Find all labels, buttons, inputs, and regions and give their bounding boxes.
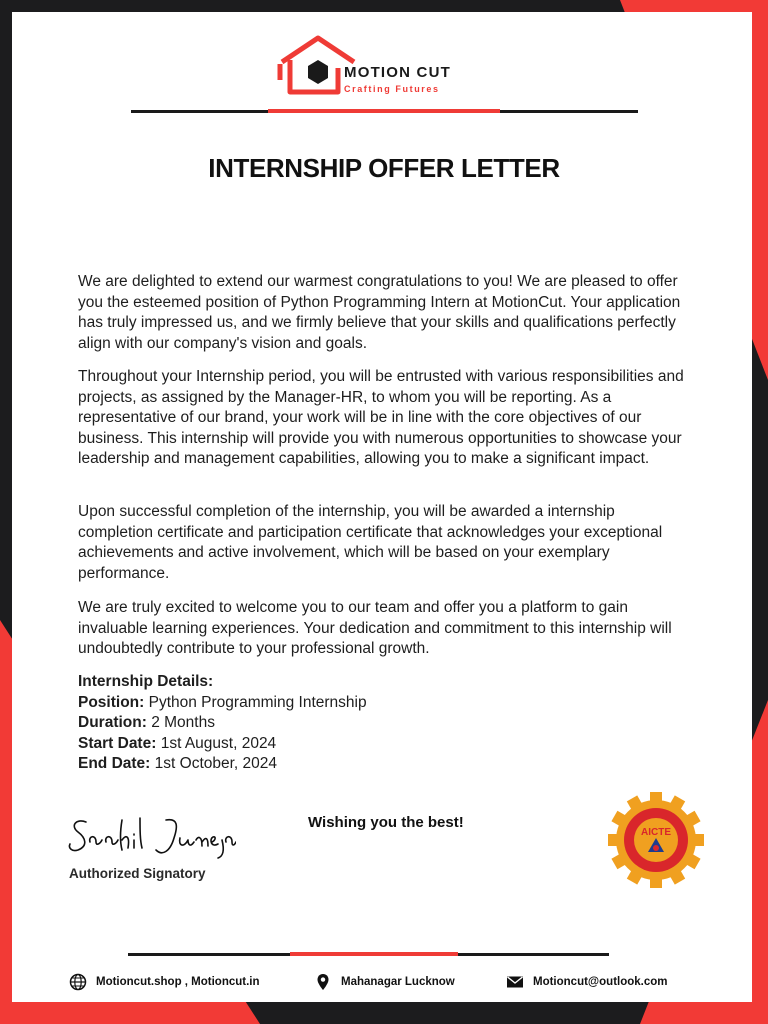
website-text: Motioncut.shop , Motioncut.in [96,976,260,988]
paragraph-welcome: We are truly excited to welcome you to our team and offer you a platform to gain invaluable learning experiences. Your dedication and commitment to this internship will undoubtedly contribute to your professional growth. [78,599,672,657]
closing-message: Wishing you the best! [308,814,464,831]
handwritten-signature [66,812,236,862]
hexagon-icon [308,60,328,84]
footer-location [314,973,455,991]
detail-value: 2 Months [151,714,215,731]
detail-value: 1st August, 2024 [160,734,277,752]
detail-end-date [78,754,478,775]
detail-label: Start Date: [78,734,157,752]
detail-start-date [78,734,478,755]
aicte-seal [608,792,704,888]
location-text: Mahanagar Lucknow [341,976,455,988]
footer-divider-accent [290,952,458,956]
location-pin-icon [314,973,332,991]
brand-name: MOTION CUT [344,64,451,81]
detail-duration [78,713,478,734]
details-heading: Internship Details: [78,673,214,690]
detail-position [78,693,478,714]
brand-tagline: Crafting Futures [344,84,440,94]
footer-website[interactable] [69,973,260,991]
paragraph-certificate: Upon successful completion of the internship, you will be awarded a internship completion certificate and participation certificate that acknowledges your exceptional achievements and active involvement, which will be based on your exemplary performance. [78,503,663,582]
seal-text: AICTE [641,827,671,838]
internship-details [78,672,478,775]
paragraph-responsibilities: Throughout your Internship period, you will be entrusted with various responsibilities and projects, as assigned by the Manager-HR, to whom you will be reporting. As a representative of our brand, your work will be in line with the core objectives of our business. This internship will provide you with numerous opportunities to showcase your leadership and management capabilities, allowing you to make a significant impact. [78,368,684,467]
detail-value: 1st October, 2024 [154,755,278,772]
detail-label: Duration: [78,714,147,731]
detail-value: Python Programming Internship [148,693,367,711]
page-title: INTERNSHIP OFFER LETTER [208,153,560,183]
authorized-signatory-label: Authorized Signatory [69,866,206,881]
paragraph-congratulations: We are delighted to extend our warmest congratulations to you! We are pleased to offer you the esteemed position of Python Programming Intern at MotionCut. Your application has truly impressed us, and we firmly believe that your skills and qualifications perfectly align with our company's vision and goals. [78,273,681,352]
footer-email[interactable] [506,973,668,991]
envelope-icon [506,973,524,991]
globe-icon [69,973,87,991]
detail-label: Position: [78,693,145,711]
email-text: Motioncut@outlook.com [533,976,668,988]
header-divider-accent [268,109,500,113]
detail-label: End Date: [78,755,151,772]
